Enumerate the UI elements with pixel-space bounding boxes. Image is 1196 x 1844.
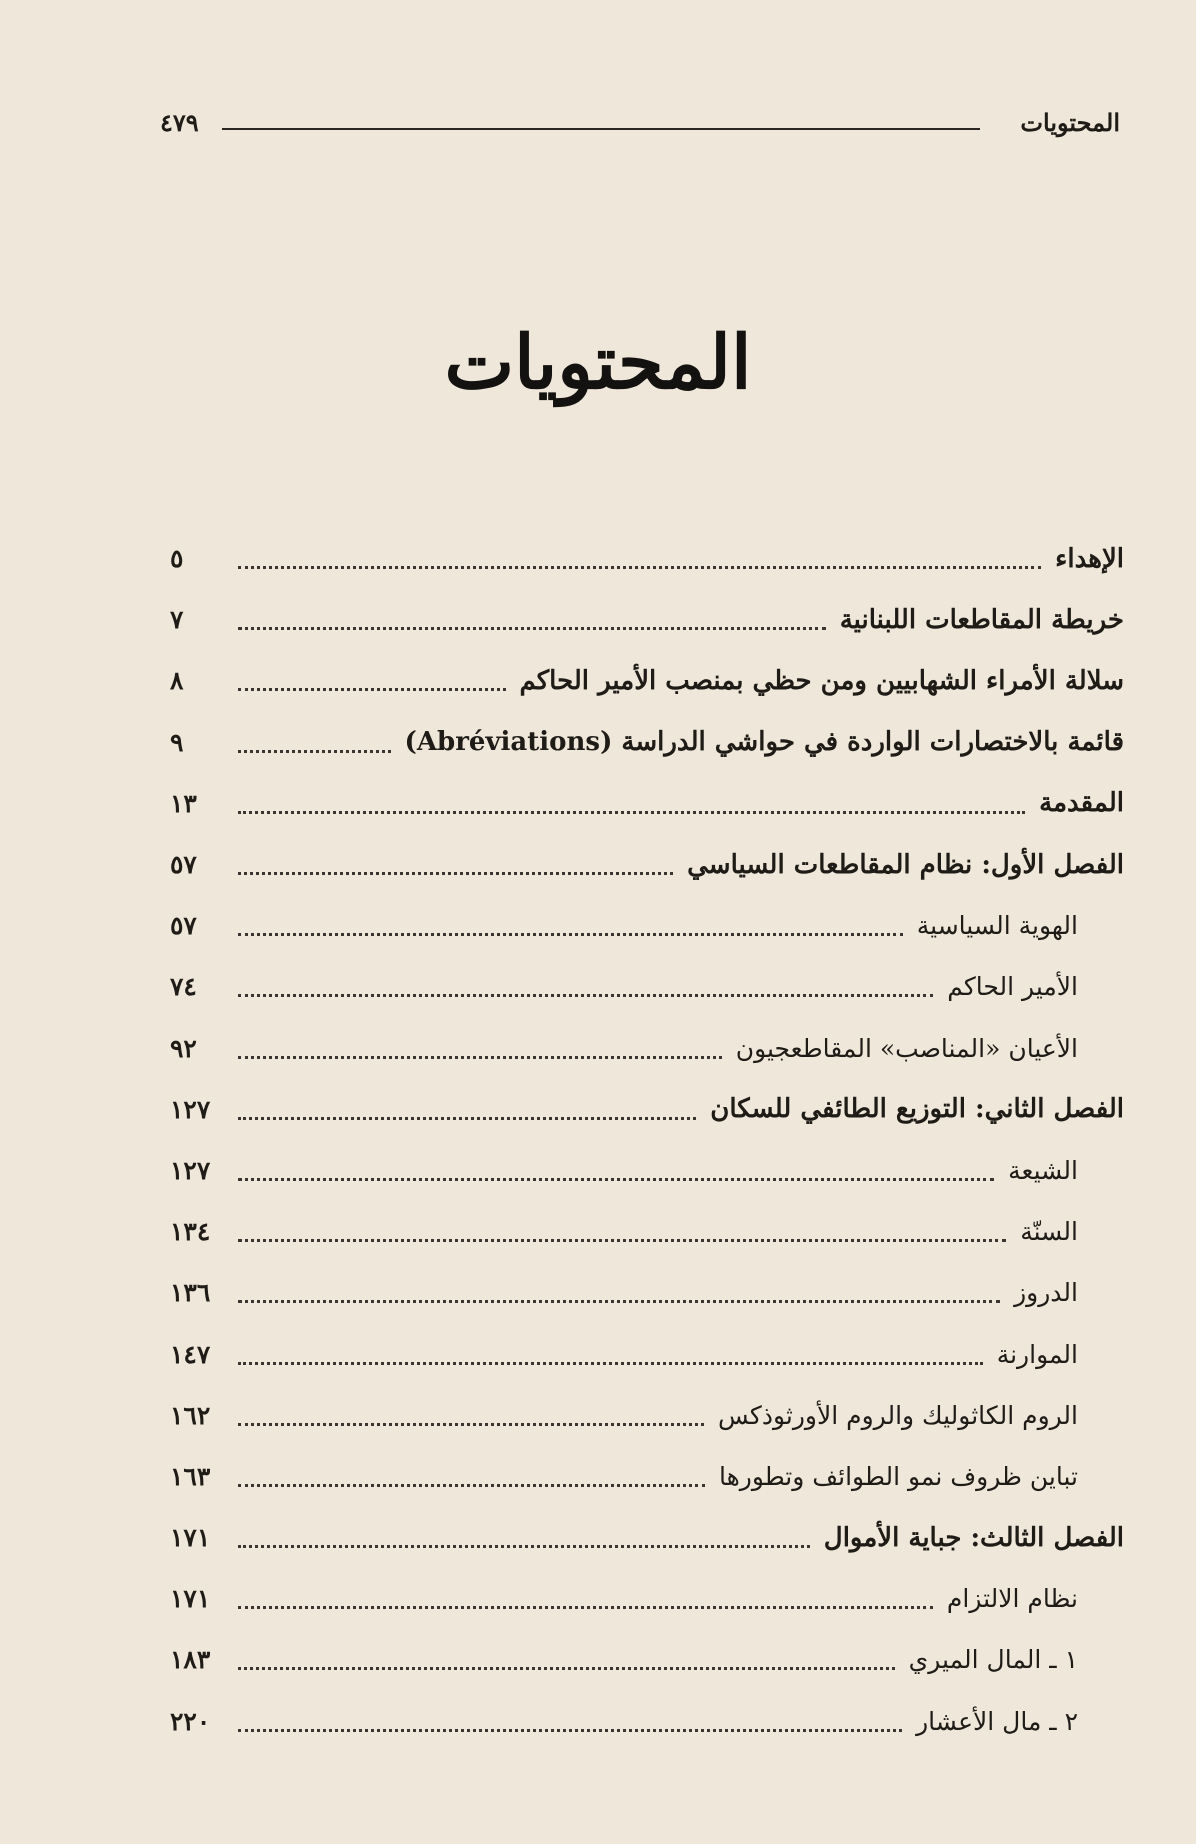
toc-entry-page: ٩	[170, 727, 184, 757]
toc-entry-sub	[170, 1262, 1124, 1323]
dot-leader	[238, 1606, 933, 1609]
toc-entry-title: قائمة بالاختصارات الواردة في حواشي الدراسة (Abréviations)	[404, 727, 1124, 758]
toc-entry-page: ١٧١	[170, 1523, 211, 1553]
toc-entry-page: ٩٢	[170, 1033, 197, 1063]
toc-entry-main	[170, 712, 1124, 773]
toc-entry-main	[170, 528, 1124, 589]
toc-entry-main	[170, 650, 1124, 711]
page-title: المحتويات	[444, 320, 752, 406]
toc-entry-page: ١٦٢	[170, 1400, 211, 1430]
toc-entry-title: نظام الالتزام	[946, 1584, 1078, 1614]
toc-entry-sub	[170, 1446, 1124, 1507]
toc-entry-page: ٥٧	[170, 850, 197, 880]
dot-leader	[238, 811, 1025, 814]
dot-leader	[238, 1484, 705, 1487]
toc-entry-page: ١٤٧	[170, 1339, 211, 1369]
dot-leader	[238, 1239, 1006, 1242]
toc-entry-page: ١٣٦	[170, 1278, 211, 1308]
toc-entry-title: الفصل الثالث: جباية الأموال	[823, 1522, 1124, 1553]
toc-entry-sub	[170, 956, 1124, 1017]
toc-entry-sub	[170, 1140, 1124, 1201]
toc-entry-page: ٥	[170, 544, 184, 574]
running-page-number: ٤٧٩	[160, 108, 199, 137]
toc-entry-title: السنّة	[1020, 1217, 1078, 1247]
toc-entry-sub	[170, 1385, 1124, 1446]
toc-entry-sub	[170, 1201, 1124, 1262]
toc-entry-sub	[170, 1691, 1124, 1752]
toc-entry-page: ١٧١	[170, 1584, 211, 1614]
dot-leader	[238, 688, 506, 691]
toc-entry-title: الدروز	[1014, 1278, 1078, 1308]
toc-entry-title: ٢ ـ مال الأعشار	[916, 1706, 1078, 1736]
toc-entry-page: ١٢٧	[170, 1094, 211, 1124]
toc-entry-page: ٢٢٠	[170, 1706, 211, 1736]
toc-entry-page: ١٣	[170, 788, 197, 818]
toc-entry-page: ٨	[170, 666, 184, 696]
toc-entry-title: الموارنة	[996, 1339, 1078, 1369]
toc-entry-title: ١ ـ المال الميري	[908, 1645, 1078, 1675]
toc-entry-sub	[170, 895, 1124, 956]
dot-leader	[238, 627, 826, 630]
toc-entry-title: الروم الكاثوليك والروم الأورثوذكس	[718, 1400, 1078, 1430]
dot-leader	[238, 1545, 810, 1548]
dot-leader	[238, 1729, 902, 1732]
toc-entry-page: ١٦٣	[170, 1461, 211, 1491]
toc-entry-title: الأمير الحاكم	[947, 972, 1078, 1002]
dot-leader	[238, 750, 391, 753]
toc-entry-title: تباين ظروف نمو الطوائف وتطورها	[719, 1461, 1078, 1491]
toc-entry-title: خريطة المقاطعات اللبنانية	[839, 604, 1124, 635]
dot-leader	[238, 1362, 983, 1365]
toc-entry-sub	[170, 1018, 1124, 1079]
table-of-contents	[170, 528, 1124, 1752]
dot-leader	[238, 1056, 722, 1059]
running-header	[160, 108, 1120, 148]
toc-entry-page: ١٣٤	[170, 1217, 211, 1247]
toc-entry-main	[170, 773, 1124, 834]
dot-leader	[238, 1178, 994, 1181]
dot-leader	[238, 566, 1041, 569]
toc-entry-main	[170, 589, 1124, 650]
toc-entry-main	[170, 1507, 1124, 1568]
toc-entry-title: سلالة الأمراء الشهابيين ومن حظي بمنصب الأمير الحاكم	[519, 665, 1124, 696]
toc-entry-sub	[170, 1568, 1124, 1629]
dot-leader	[238, 1300, 1000, 1303]
toc-entry-title: الأعيان «المناصب» المقاطعجيون	[735, 1033, 1078, 1063]
toc-entry-page: ٥٧	[170, 911, 197, 941]
toc-entry-title: الإهداء	[1055, 543, 1124, 574]
dot-leader	[238, 1117, 696, 1120]
running-title: المحتويات	[1020, 108, 1120, 137]
toc-entry-title: الفصل الثاني: التوزيع الطائفي للسكان	[710, 1094, 1124, 1125]
toc-entry-title: المقدمة	[1039, 788, 1124, 819]
toc-entry-main	[170, 1079, 1124, 1140]
toc-entry-title: الشيعة	[1008, 1155, 1078, 1185]
toc-entry-page: ١٨٣	[170, 1645, 211, 1675]
toc-entry-sub	[170, 1323, 1124, 1384]
toc-entry-main	[170, 834, 1124, 895]
dot-leader	[238, 933, 903, 936]
toc-entry-sub	[170, 1629, 1124, 1690]
dot-leader	[238, 1423, 704, 1426]
dot-leader	[238, 872, 673, 875]
toc-entry-page: ١٢٧	[170, 1155, 211, 1185]
toc-entry-page: ٧٤	[170, 972, 197, 1002]
dot-leader	[238, 1667, 895, 1670]
toc-entry-title: الفصل الأول: نظام المقاطعات السياسي	[687, 849, 1124, 880]
toc-entry-page: ٧	[170, 605, 184, 635]
header-rule	[222, 128, 980, 130]
dot-leader	[238, 994, 933, 997]
toc-entry-title: الهوية السياسية	[916, 911, 1078, 941]
